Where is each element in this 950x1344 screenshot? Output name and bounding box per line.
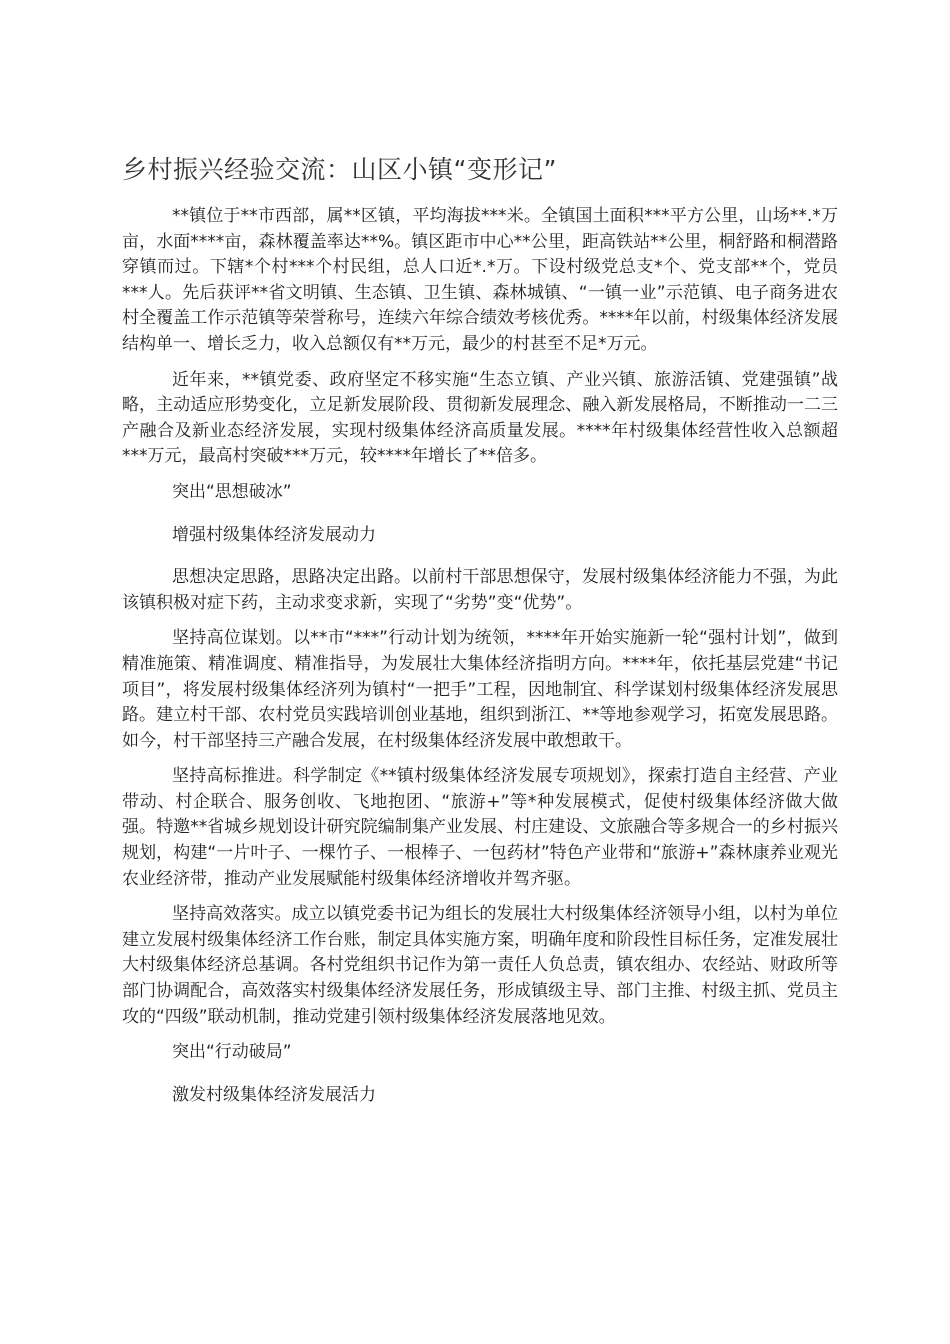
paragraph-intro: **镇位于**市西部，属**区镇，平均海拔***米。全镇国土面积***平方公里，山场**.*万亩，水面****亩，森林覆盖率达**%。镇区距市中心**公里，距高铁站**公里，桐舒路和桐潜路穿镇而过。下辖*个村***个村民组，总人口近*.*万。下设村级党总支*个、党支部**个，党员***人。先后获评**省文明镇、生态镇、卫生镇、森林城镇、“一镇一业”示范镇、电子商务进农村全覆盖工作示范镇等荣誉称号，连续六年综合绩效考核优秀。****年以前，村级集体经济发展结构单一、增长乏力，收入总额仅有**万元，最少的村甚至不足*万元。 (122, 206, 838, 354)
document-title: 乡村振兴经验交流：山区小镇“变形记” (122, 155, 557, 184)
document-page (122, 150, 838, 1125)
paragraph-recent-years: 近年来，**镇党委、政府坚定不移实施“生态立镇、产业兴镇、旅游活镇、党建强镇”战略，主动适应形势变化，立足新发展阶段、贯彻新发展理念、融入新发展格局，不断推动一二三产融合及新业态经济发展，实现村级集体经济高质量发展。****年村级集体经营性收入总额超***万元，最高村突破***万元，较****年增长了**倍多。 (122, 369, 838, 467)
section-subheading-vitality: 激发村级集体经济发展活力 (172, 1084, 376, 1105)
paragraph-high-planning: 坚持高位谋划。以**市“***”行动计划为统领，****年开始实施新一轮“强村计划”，做到精准施策、精准调度、精准指导，为发展壮大集体经济指明方向。****年，依托基层党建“书记项目”，将发展村级集体经济列为镇村“一把手”工程，因地制宜、科学谋划村级集体经济发展思路。建立村干部、农村党员实践培训创业基地，组织到浙江、**等地参观学习，拓宽发展思路。如今，村干部坚持三产融合发展，在村级集体经济发展中敢想敢干。 (122, 628, 838, 751)
section-heading-thinking: 突出“思想破冰” (172, 481, 292, 502)
section-heading-action: 突出“行动破局” (172, 1042, 292, 1063)
paragraph-high-efficiency: 坚持高效落实。成立以镇党委书记为组长的发展壮大村级集体经济领导小组，以村为单位建立发展村级集体经济工作台账，制定具体实施方案，明确年度和阶段性目标任务，定准发展壮大村级集体经济总基调。各村党组织书记作为第一责任人负总责，镇农组办、农经站、财政所等部门协调配合，高效落实村级集体经济发展任务，形成镇级主导、部门主推、村级主抓、党员主攻的“四级”联动机制，推动党建引领村级集体经济发展落地见效。 (122, 904, 838, 1027)
paragraph-thinking: 思想决定思路，思路决定出路。以前村干部思想保守，发展村级集体经济能力不强，为此该镇积极对症下药，主动求变求新，实现了“劣势”变“优势”。 (122, 567, 838, 613)
paragraph-high-standard: 坚持高标推进。科学制定《**镇村级集体经济发展专项规划》，探索打造自主经营、产业带动、村企联合、服务创收、飞地抱团、“旅游+”等*种发展模式，促使村级集体经济做大做强。特邀**省城乡规划设计研究院编制集产业发展、村庄建设、文旅融合等多规合一的乡村振兴规划，构建“一片叶子、一棵竹子、一根棒子、一包药材”特色产业带和“旅游+”森林康养业观光农业经济带，推动产业发展赋能村级集体经济增收并驾齐驱。 (122, 766, 838, 889)
section-subheading-motivation: 增强村级集体经济发展动力 (172, 524, 376, 545)
